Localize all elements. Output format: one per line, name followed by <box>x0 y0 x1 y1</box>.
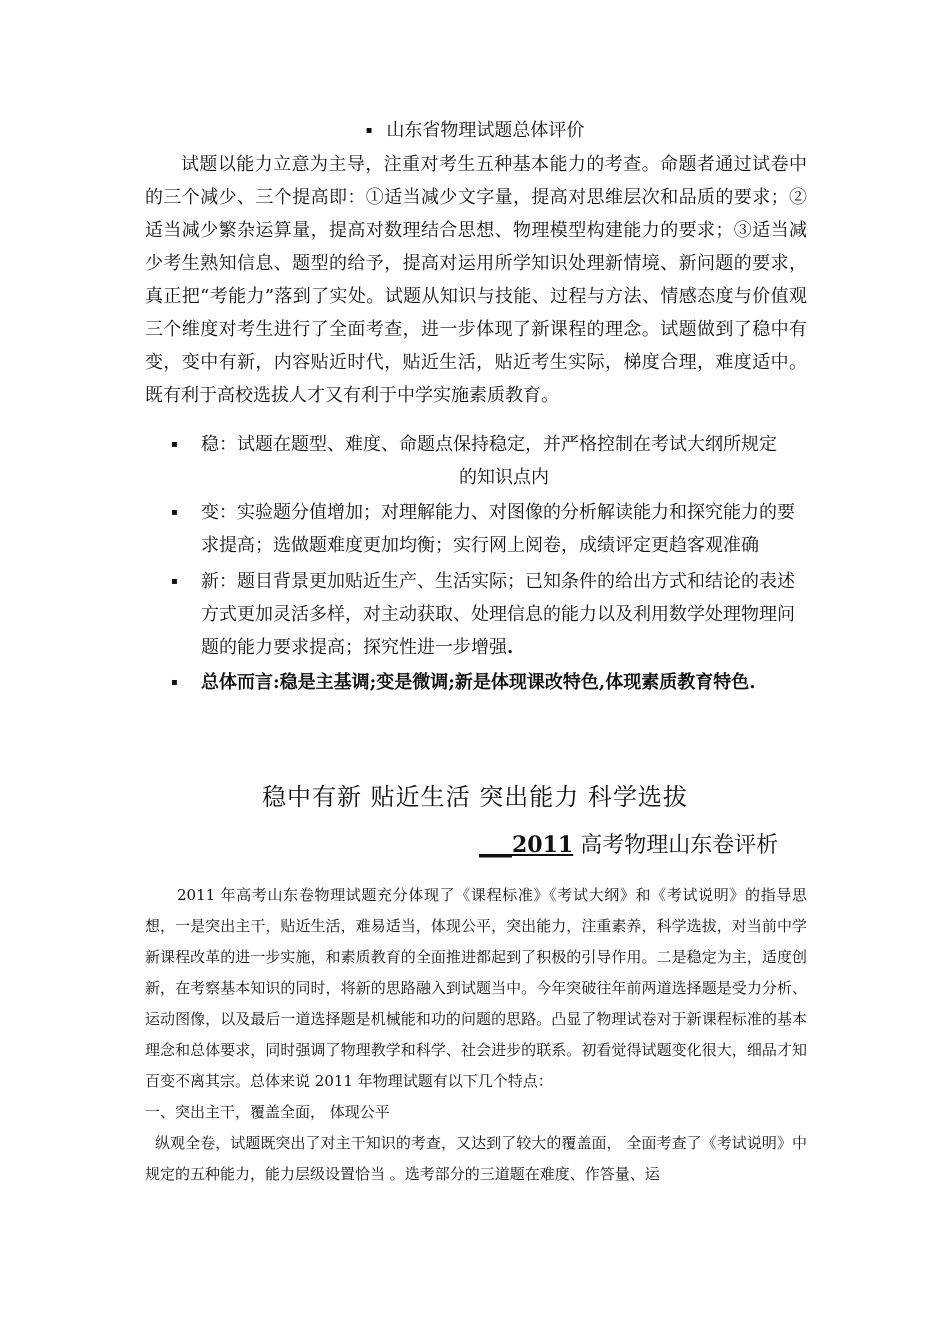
list-item <box>145 666 807 699</box>
bullet-icon: ▪ <box>171 507 178 518</box>
article-subtitle <box>479 828 778 863</box>
list-item-end-mark: . <box>749 672 756 693</box>
list-item-text: 稳：试题在题型、难度、命题点保持稳定，并严格控制在考试大纲所规定 <box>201 434 777 455</box>
article-subtitle-year: ___2011 <box>479 832 574 858</box>
article-subtitle-text: 高考物理山东卷评析 <box>573 833 779 858</box>
bullet-icon: ▪ <box>171 439 178 450</box>
article-section-heading: 一、突出主干，覆盖全面， 体现公平 <box>145 1103 390 1121</box>
article-paragraph: 2011 年高考山东卷物理试题充分体现了《课程标准》《考试大纲》和《考试说明》的指导思想，一是突出主干，贴近生活，难易适当，体现公平，突出能力，注重素养，科学选拔，对当前中学新课程改革的进一步实施，和素质教育的全面推进都起到了积极的引导作用。二是稳定为主，适度创新，在考察基本知识的同时，将新的思路融入到试题当中。今年突破往年前两道选择题是受力分析、运动图像，以及最后一道选择题是机械能和功的问题的思路。凸显了物理试卷对于新课程标准的基本理念和总体要求，同时强调了物理教学和科学、社会进步的联系。初看觉得试题变化很大，细品才知百变不离其宗。总体来说 2011 年物理试题有以下几个特点： <box>145 886 807 1090</box>
list-item <box>145 565 807 664</box>
evaluation-paragraph <box>145 148 807 412</box>
list-item <box>145 428 807 494</box>
article-body <box>145 880 807 1190</box>
bullet-icon: ▪ <box>171 576 178 587</box>
article-paragraph: 纵观全卷，试题既突出了对主干知识的考查，又达到了较大的覆盖面， 全面考查了《考试说明》中规定的五种能力，能力层级设置恰当 。选考部分的三道题在难度、作答量、运 <box>145 1134 807 1183</box>
evaluation-bullet-list <box>145 428 807 699</box>
list-item-end-mark: . <box>507 637 514 658</box>
section-heading-text: 山东省物理试题总体评价 <box>386 120 585 141</box>
bullet-icon: ▪ <box>171 677 178 688</box>
section-heading <box>0 118 950 144</box>
article-title: 稳中有新 贴近生活 突出能力 科学选拔 <box>262 783 688 811</box>
list-item <box>145 496 807 562</box>
list-item-text-continued: 的知识点内 <box>459 467 549 488</box>
list-item-text: 总体而言:稳是主基调;变是微调;新是体现课改特色,体现素质教育特色 <box>201 672 750 693</box>
list-item-text: 新：题目背景更加贴近生产、生活实际；已知条件的给出方式和结论的表述方式更加灵活多样，对主动获取、处理信息的能力以及利用数学处理物理问题的能力要求提高；探究性进一步增强 <box>201 571 795 658</box>
evaluation-paragraph-text: 试题以能力立意为主导，注重对考生五种基本能力的考查。命题者通过试卷中的三个减少、三个提高即：①适当减少文字量，提高对思维层次和品质的要求；②适当减少繁杂运算量，提高对数理结合思想、物理模型构建能力的要求；③适当减少考生熟知信息、题型的给予，提高对运用所学知识处理新情境、新问题的要求，真正把“考能力”落到了实处。试题从知识与技能、过程与方法、情感态度与价值观三个维度对考生进行了全面考查，进一步体现了新课程的理念。试题做到了稳中有变，变中有新，内容贴近时代，贴近生活，贴近考生实际，梯度合理，难度适中。既有利于高校选拔人才又有利于中学实施素质教育。 <box>145 154 807 406</box>
list-item-text: 变：实验题分值增加；对理解能力、对图像的分析解读能力和探究能力的要求提高；选做题难度更加均衡；实行网上阅卷，成绩评定更趋客观准确 <box>201 502 795 556</box>
bullet-icon: ▪ <box>365 125 373 136</box>
